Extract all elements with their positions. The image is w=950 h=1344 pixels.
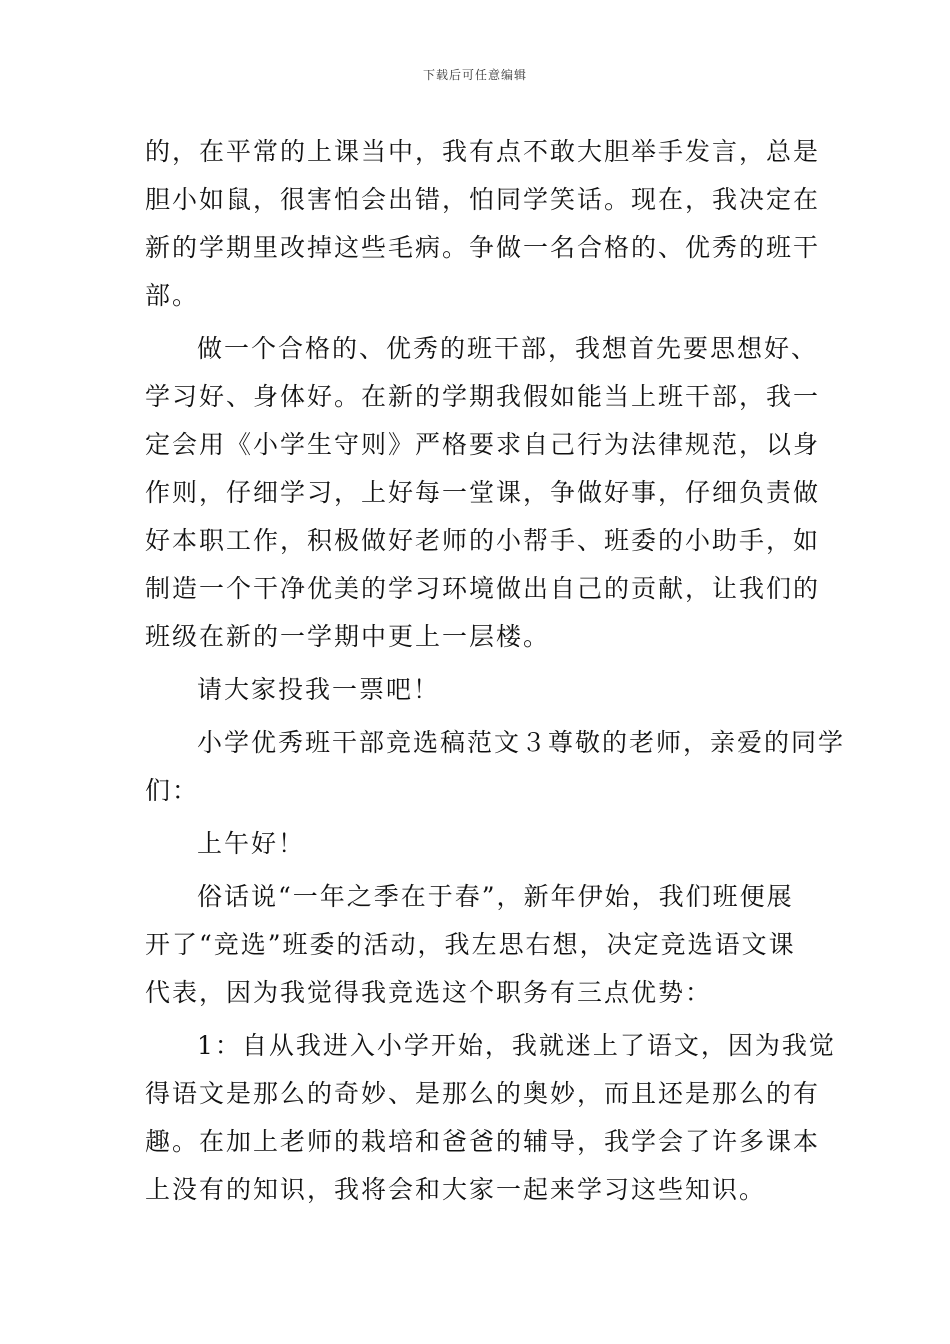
text-line: 上没有的知识，我将会和大家一起来学习这些知识。 [145, 1175, 767, 1204]
page-header: 下载后可任意编辑 [422, 68, 527, 82]
text-line: 班级在新的一学期中更上一层楼。 [145, 622, 551, 651]
document-body [145, 128, 846, 1214]
paragraph [145, 1022, 836, 1214]
text-line: 得语文是那么的奇妙、是那么的奥妙，而且还是那么的有 [145, 1079, 821, 1108]
text-line: 趣。在加上老师的栽培和爸爸的辅导，我学会了许多课本 [145, 1127, 821, 1156]
text-line: 的，在平常的上课当中，我有点不敢大胆举手发言，总是 [145, 137, 821, 166]
text-line: 作则，仔细学习，上好每一堂课，争做好事，仔细负责做 [145, 478, 821, 507]
text-line: 做一个合格的、优秀的班干部，我想首先要思想好、 [197, 334, 819, 363]
paragraph [145, 820, 810, 868]
paragraph [145, 666, 810, 714]
text-line: 代表，因为我觉得我竞选这个职务有三点优势： [145, 978, 713, 1007]
text-line: 小学优秀班干部竞选稿范文３尊敬的老师，亲爱的同学 [197, 728, 846, 757]
text-line: 好本职工作，积极做好老师的小帮手、班委的小助手，如 [145, 526, 821, 555]
text-line: 学习好、身体好。在新的学期我假如能当上班干部，我一 [145, 382, 821, 411]
paragraph [145, 719, 846, 815]
text-line: 定会用《小学生守则》严格要求自己行为法律规范，以身 [145, 430, 821, 459]
text-line: 新的学期里改掉这些毛病。争做一名合格的、优秀的班干 [145, 233, 821, 262]
text-line: 请大家投我一票吧！ [197, 675, 441, 704]
text-line: 制造一个干净优美的学习环境做出自己的贡献，让我们的 [145, 574, 821, 603]
text-line: 们： [145, 776, 200, 805]
paragraph [145, 325, 821, 661]
text-line: 俗话说“一年之季在于春”，新年伊始，我们班便展 [197, 882, 794, 911]
paragraph [145, 128, 821, 320]
text-line: 1：自从我进入小学开始，我就迷上了语文，因为我觉 [197, 1031, 836, 1060]
text-line: 上午好！ [197, 829, 306, 858]
text-line: 开了“竞选”班委的活动，我左思右想，决定竞选语文课 [145, 930, 796, 959]
paragraph [145, 873, 810, 1017]
text-line: 胆小如鼠，很害怕会出错，怕同学笑话。现在，我决定在 [145, 185, 821, 214]
text-line: 部。 [145, 281, 200, 310]
